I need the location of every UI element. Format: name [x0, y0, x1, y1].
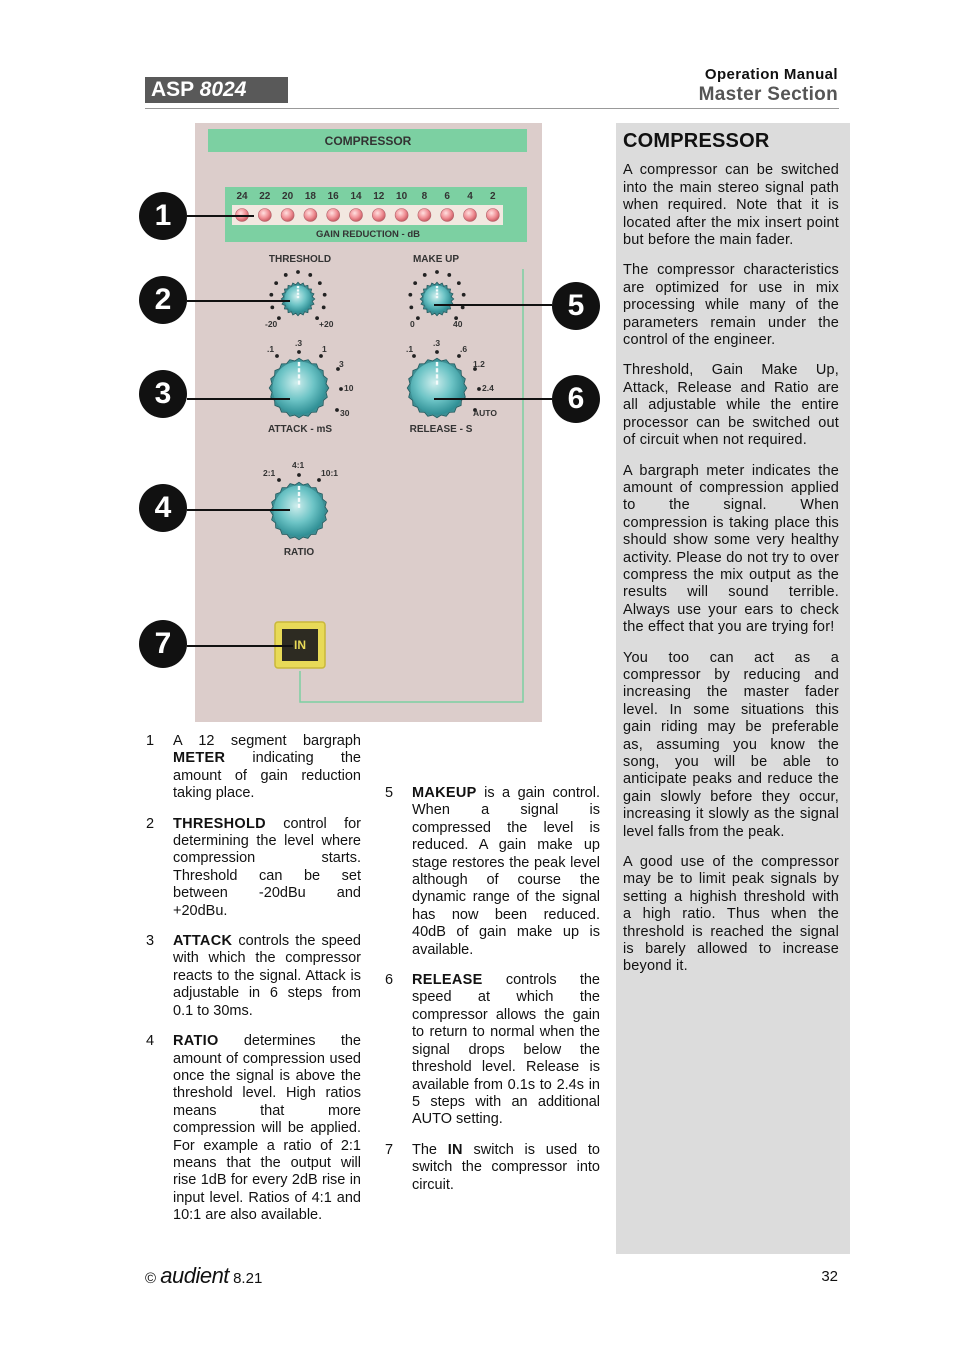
knob-tick: [318, 281, 322, 285]
knobs: [269, 270, 481, 540]
knob-pointer: [297, 289, 299, 291]
callout-line-2: [187, 300, 290, 302]
knob-pointer: [436, 368, 438, 372]
note-text: indicating the amount of gain reduction taking place.: [173, 750, 361, 802]
threshold-knob: [269, 270, 326, 320]
note-item: [146, 1033, 361, 1224]
knob-pointer: [436, 296, 438, 298]
note-text: controls the speed with which the compressor reacts to the signal. Attack is adjustable in 6 steps from 0.1 to 30ms.: [173, 933, 361, 1019]
meter-scale-tick: 10: [396, 191, 408, 202]
note-term: RATIO: [173, 1033, 219, 1050]
callout-line-5: [434, 304, 552, 306]
sidebar-paragraph: A good use of the compressor may be to limit peak signals by setting a highish threshold with a high ratio. Thus when the threshold is reached the signal is barely allowed to increase beyond it.: [623, 854, 839, 975]
callout-line-4: [187, 509, 290, 511]
threshold-max: +20: [319, 319, 334, 329]
manual-title: Operation Manual: [704, 66, 838, 83]
step-dot: [275, 354, 279, 358]
release-step-2: .3: [433, 338, 441, 348]
note-number: 7: [385, 1141, 394, 1158]
gain-reduction-label: GAIN REDUCTION - dB: [316, 229, 420, 240]
note-term: IN: [447, 1141, 463, 1158]
knob-tick: [277, 316, 281, 320]
knob-tick: [423, 273, 427, 277]
knob-tick: [308, 273, 312, 277]
note-number: 1: [146, 733, 155, 749]
meter-led: [372, 209, 385, 222]
sidebar-paragraph: The compressor characteristics are optimized for use in mix processing while many of the parameters remain under the control of the engineer.: [623, 262, 839, 349]
note-item: [385, 972, 600, 1129]
release-step-1: .1: [406, 344, 414, 354]
step-dot: [297, 473, 301, 477]
knob-pointer: [298, 486, 300, 490]
section-title: Master Section: [698, 84, 838, 105]
callout-line-1: [187, 215, 254, 217]
sidebar-paragraph: A compressor can be switched into the main stereo signal path when required. Note that it is located after the mix insert point but before the main fader.: [623, 162, 839, 249]
brand-logo: audient: [160, 1263, 229, 1288]
meter-scale-tick: 4: [467, 191, 473, 202]
meter-led: [281, 209, 294, 222]
note-item: [146, 733, 361, 803]
ratio-step-3: 10:1: [321, 468, 339, 478]
callout-badge-4: 4: [139, 484, 187, 532]
meter-led: [327, 209, 340, 222]
knob-tick: [269, 293, 273, 297]
callout-badge-7: 7: [139, 620, 187, 668]
notes-column-1: [146, 733, 361, 1238]
note-text: The: [412, 1141, 448, 1158]
meter-window: [232, 205, 503, 225]
makeup-label: MAKE UP: [412, 254, 460, 265]
note-number: 2: [146, 815, 155, 832]
release-knob: [407, 358, 467, 418]
note-item: [146, 933, 361, 1020]
attack-step-4: 3: [339, 359, 344, 369]
note-number: 3: [146, 933, 155, 950]
knob-pointer: [298, 492, 300, 496]
knob-pointer: [436, 293, 438, 295]
knob-tick: [274, 281, 278, 285]
note-term: MAKEUP: [412, 785, 477, 801]
step-dot: [412, 354, 416, 358]
knob-pointer: [298, 380, 300, 384]
callout-line-7: [187, 645, 293, 647]
attack-step-1: .1: [267, 344, 275, 354]
compressor-panel-illustration: [195, 123, 542, 722]
threshold-min: -20: [265, 319, 278, 329]
copyright-symbol: ©: [145, 1270, 157, 1287]
callout-badge-1: 1: [139, 192, 187, 240]
meter-scale-tick: 24: [236, 191, 248, 202]
attack-step-6: 30: [340, 408, 350, 418]
footer-brand: [145, 1263, 262, 1289]
header-divider: [145, 108, 839, 109]
callout-badge-5: 5: [552, 282, 600, 330]
attack-step-2: .3: [295, 338, 303, 348]
meter-scale-tick: 8: [421, 191, 428, 202]
note-text: is a gain control. When a signal is compressed the level is reduced. A gain make up stage restores the peak level although of course the dynamic range of the signal has now been reduced. 40dB of gain make up is available.: [412, 785, 600, 958]
step-dot: [335, 408, 339, 412]
threshold-label: THRESHOLD: [268, 254, 332, 265]
makeup-min: 0: [410, 319, 415, 329]
note-text: A 12 segment bargraph: [173, 733, 361, 749]
note-text: controls the speed at which the compressor allows the gain to return to normal when the signal drops below the threshold level. Release is available from 0.1s to 2.4s in 5 steps with an additional AUTO setting.: [412, 972, 600, 1128]
note-text: control for determining the level where compression starts. Threshold can be set between -20dBu and +20dBu.: [173, 815, 361, 919]
callout-badge-2: 2: [139, 276, 187, 324]
version-number: 8.21: [233, 1270, 263, 1287]
sidebar-paragraph: A bargraph meter indicates the amount of compression applied to the signal. When compression is taking place this should show some very healthy activity. Please do not try to over compress the mix output as the results will sound terrible. Always use your ears to check the effect that you are trying for!: [623, 462, 839, 636]
attack-step-5: 10: [344, 383, 354, 393]
knob-pointer: [298, 498, 300, 502]
note-item: [385, 785, 600, 959]
knob-pointer: [297, 293, 299, 295]
step-dot: [277, 478, 281, 482]
knob-tick: [270, 305, 274, 309]
step-dot: [319, 354, 323, 358]
knob-tick: [435, 270, 439, 274]
ratio-step-2: 4:1: [292, 460, 305, 470]
meter-led: [395, 209, 408, 222]
makeup-max: 40: [453, 319, 463, 329]
knob-tick: [296, 270, 300, 274]
step-dot: [339, 387, 343, 391]
note-text: switch is used to switch the compressor into circuit.: [412, 1141, 600, 1193]
meter-led: [441, 209, 454, 222]
meter-scale-tick: 2: [490, 191, 496, 202]
sidebar-heading: COMPRESSOR: [623, 130, 770, 152]
compressor-panel-title: COMPRESSOR: [324, 134, 412, 148]
product-logo: [145, 77, 288, 103]
knob-tick: [461, 305, 465, 309]
ratio-step-1: 2:1: [263, 468, 276, 478]
callout-line-6: [434, 398, 552, 400]
step-dot: [317, 478, 321, 482]
attack-label: ATTACK - mS: [267, 424, 333, 435]
callout-line-3: [187, 398, 290, 400]
knob-pointer: [436, 380, 438, 384]
note-term: THRESHOLD: [173, 815, 266, 832]
knob-tick: [323, 293, 327, 297]
ratio-step-dots: [277, 473, 321, 482]
compressor-sidebar: [616, 123, 850, 1254]
note-number: 4: [146, 1033, 155, 1050]
note-term: ATTACK: [173, 933, 233, 950]
knob-pointer: [298, 362, 300, 366]
knob-tick: [462, 293, 466, 297]
attack-knob: [269, 358, 329, 418]
knob-pointer: [297, 296, 299, 298]
note-term: METER: [173, 750, 226, 767]
knob-pointer: [298, 504, 300, 508]
sidebar-paragraph: You too can act as a compressor by reducing and increasing the master fader level. In some situations this gain riding may be preferable as, assuming you know the song, you will be able to anticipate peaks and reduce the gain slowly before they occur, increasing it slowly as the signal level falls from the peak.: [623, 649, 839, 840]
note-item: [146, 816, 361, 920]
note-number: 5: [385, 785, 394, 801]
knob-pointer: [298, 368, 300, 372]
in-switch-label: IN: [294, 638, 306, 652]
meter-led: [464, 209, 477, 222]
callout-badge-3: 3: [139, 370, 187, 418]
knob-tick: [416, 316, 420, 320]
knob-pointer: [436, 286, 438, 288]
step-dot: [297, 350, 301, 354]
logo-brand: ASP: [151, 78, 194, 101]
makeup-knob: [408, 270, 465, 320]
meter-scale-tick: 18: [304, 191, 316, 202]
meter-scale-tick: 16: [327, 191, 339, 202]
knob-pointer: [298, 374, 300, 378]
attack-step-3: 1: [322, 344, 327, 354]
meter-scale-tick: 12: [373, 191, 385, 202]
meter-led: [486, 209, 499, 222]
release-step-3: .6: [460, 344, 468, 354]
knob-tick: [322, 305, 326, 309]
note-text: determines the amount of compression used once the signal is above the threshold level. High ratios means that more compression will be applied. For example a ratio of 2:1 means that the output will rise 1dB for every 2dB rise in input level. Ratios of 4:1 and 10:1 are also available.: [173, 1033, 361, 1224]
meter-scale-tick: 20: [282, 191, 294, 202]
release-label: RELEASE - S: [409, 424, 473, 435]
release-step-4: 1.2: [473, 359, 485, 369]
meter-scale-tick: 6: [444, 191, 450, 202]
meter-led: [258, 209, 271, 222]
knob-tick: [408, 293, 412, 297]
logo-model: 8024: [199, 78, 247, 101]
header-title-block: [699, 66, 838, 106]
notes-column-2: [385, 785, 600, 1207]
step-dot: [477, 387, 481, 391]
knob-tick: [457, 281, 461, 285]
knob-pointer: [436, 374, 438, 378]
note-item: [385, 1142, 600, 1194]
knob-tick: [413, 281, 417, 285]
meter-led: [350, 209, 363, 222]
meter-scale-tick: 14: [350, 191, 362, 202]
knob-pointer: [436, 362, 438, 366]
note-term: RELEASE: [412, 972, 483, 989]
callout-badge-6: 6: [552, 375, 600, 423]
step-dot: [457, 354, 461, 358]
knob-pointer: [297, 286, 299, 288]
panel-drawing: [195, 123, 542, 722]
signal-path-line: [300, 269, 523, 702]
meter-led: [304, 209, 317, 222]
page-number: 32: [821, 1268, 838, 1285]
meter-scale-tick: 22: [259, 191, 271, 202]
release-step-6: AUTO: [473, 408, 497, 418]
knob-pointer: [436, 289, 438, 291]
meter-led: [418, 209, 431, 222]
knob-tick: [447, 273, 451, 277]
ratio-knob: [270, 482, 328, 540]
knob-tick: [284, 273, 288, 277]
release-step-5: 2.4: [482, 383, 494, 393]
note-number: 6: [385, 972, 394, 989]
sidebar-paragraph: Threshold, Gain Make Up, Attack, Release and Ratio are all adjustable while the entire processor can be switched out of circuit when not required.: [623, 362, 839, 449]
ratio-label: RATIO: [283, 547, 315, 558]
step-dot: [435, 350, 439, 354]
knob-tick: [409, 305, 413, 309]
